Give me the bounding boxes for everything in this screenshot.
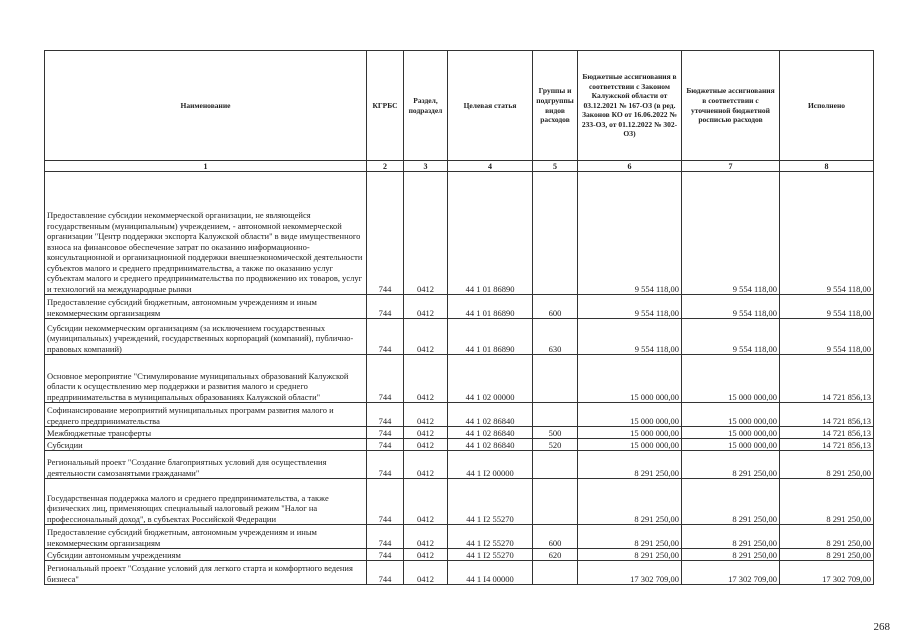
table-body bbox=[45, 172, 874, 585]
row-law: 15 000 000,00 bbox=[578, 427, 682, 439]
header-group: Группы и подгруппы видов расходов bbox=[533, 51, 578, 161]
row-name: Государственная поддержка малого и среднего предпринимательства, а также физических лиц, применяющих специальный налоговый режим "Налог на профессиональный доход", в субъектах Российской Федерации bbox=[45, 479, 367, 525]
row-section: 0412 bbox=[404, 172, 448, 295]
row-refined: 9 554 118,00 bbox=[682, 319, 780, 355]
row-name: Предоставление субсидий бюджетным, автономным учреждениям и иным некоммерческим организациям bbox=[45, 525, 367, 549]
row-group: 620 bbox=[533, 549, 578, 561]
row-executed: 9 554 118,00 bbox=[780, 319, 874, 355]
row-target: 44 1 I2 55270 bbox=[448, 525, 533, 549]
row-kgrbs: 744 bbox=[367, 355, 404, 403]
header-executed: Исполнено bbox=[780, 51, 874, 161]
row-name: Предоставление субсидии некоммерческой организации, не являющейся государственным (муниципальным) учреждением, - автономной некоммерческой организации "Центр поддержки экспорта Калужской области" в виде имущественного взноса на финансовое обеспечение затрат по оказанию информационно-консультационной и организационной поддержки внешнеэкономической деятельности субъектов малого и среднего предпринимательства, а также по оказанию услуг субъектам малого и среднего предпринимательства по продвижению их товаров, услуг и технологий на международные рынки bbox=[45, 172, 367, 295]
column-number: 6 bbox=[578, 161, 682, 172]
row-group bbox=[533, 403, 578, 427]
row-name: Субсидии автономным учреждениям bbox=[45, 549, 367, 561]
row-executed: 8 291 250,00 bbox=[780, 525, 874, 549]
row-group bbox=[533, 479, 578, 525]
row-refined: 15 000 000,00 bbox=[682, 403, 780, 427]
row-refined: 8 291 250,00 bbox=[682, 479, 780, 525]
column-number: 4 bbox=[448, 161, 533, 172]
header-section: Раздел, подраздел bbox=[404, 51, 448, 161]
row-name: Субсидии некоммерческим организациям (за исключением государственных (муниципальных) учреждений, государственных корпораций (компаний), публично-правовых компаний) bbox=[45, 319, 367, 355]
row-kgrbs: 744 bbox=[367, 295, 404, 319]
column-number: 5 bbox=[533, 161, 578, 172]
row-name: Субсидии bbox=[45, 439, 367, 451]
table-row bbox=[45, 355, 874, 403]
row-executed: 9 554 118,00 bbox=[780, 295, 874, 319]
row-target: 44 1 I2 55270 bbox=[448, 549, 533, 561]
row-kgrbs: 744 bbox=[367, 427, 404, 439]
row-executed: 17 302 709,00 bbox=[780, 561, 874, 585]
table-row bbox=[45, 427, 874, 439]
row-section: 0412 bbox=[404, 403, 448, 427]
budget-table bbox=[44, 50, 874, 585]
table-row bbox=[45, 451, 874, 479]
column-number: 1 bbox=[45, 161, 367, 172]
header-refined: Бюджетные ассигнования в соответствии с уточненной бюджетной росписью расходов bbox=[682, 51, 780, 161]
row-refined: 8 291 250,00 bbox=[682, 451, 780, 479]
table-row bbox=[45, 172, 874, 295]
row-refined: 9 554 118,00 bbox=[682, 295, 780, 319]
row-kgrbs: 744 bbox=[367, 172, 404, 295]
column-number: 8 bbox=[780, 161, 874, 172]
row-group: 500 bbox=[533, 427, 578, 439]
header-name: Наименование bbox=[45, 51, 367, 161]
row-kgrbs: 744 bbox=[367, 439, 404, 451]
row-executed: 14 721 856,13 bbox=[780, 355, 874, 403]
row-law: 8 291 250,00 bbox=[578, 525, 682, 549]
row-executed: 14 721 856,13 bbox=[780, 439, 874, 451]
row-group: 520 bbox=[533, 439, 578, 451]
row-group: 600 bbox=[533, 295, 578, 319]
row-section: 0412 bbox=[404, 295, 448, 319]
table-row bbox=[45, 561, 874, 585]
column-number: 2 bbox=[367, 161, 404, 172]
row-name: Региональный проект "Создание условий для легкого старта и комфортного ведения бизнеса" bbox=[45, 561, 367, 585]
row-refined: 15 000 000,00 bbox=[682, 427, 780, 439]
row-section: 0412 bbox=[404, 549, 448, 561]
row-refined: 8 291 250,00 bbox=[682, 549, 780, 561]
row-law: 15 000 000,00 bbox=[578, 439, 682, 451]
row-kgrbs: 744 bbox=[367, 525, 404, 549]
row-executed: 9 554 118,00 bbox=[780, 172, 874, 295]
row-target: 44 1 01 86890 bbox=[448, 172, 533, 295]
row-target: 44 1 I2 55270 bbox=[448, 479, 533, 525]
column-number: 7 bbox=[682, 161, 780, 172]
row-group bbox=[533, 172, 578, 295]
row-law: 8 291 250,00 bbox=[578, 479, 682, 525]
row-target: 44 1 I4 00000 bbox=[448, 561, 533, 585]
row-kgrbs: 744 bbox=[367, 561, 404, 585]
row-target: 44 1 01 86890 bbox=[448, 295, 533, 319]
row-group: 630 bbox=[533, 319, 578, 355]
row-law: 8 291 250,00 bbox=[578, 451, 682, 479]
row-kgrbs: 744 bbox=[367, 549, 404, 561]
table-row bbox=[45, 403, 874, 427]
row-group bbox=[533, 561, 578, 585]
row-section: 0412 bbox=[404, 439, 448, 451]
row-kgrbs: 744 bbox=[367, 403, 404, 427]
row-law: 15 000 000,00 bbox=[578, 355, 682, 403]
row-group bbox=[533, 451, 578, 479]
row-section: 0412 bbox=[404, 525, 448, 549]
row-refined: 15 000 000,00 bbox=[682, 355, 780, 403]
row-executed: 8 291 250,00 bbox=[780, 479, 874, 525]
row-executed: 14 721 856,13 bbox=[780, 427, 874, 439]
table-row bbox=[45, 525, 874, 549]
row-executed: 8 291 250,00 bbox=[780, 549, 874, 561]
row-name: Предоставление субсидий бюджетным, автономным учреждениям и иным некоммерческим организациям bbox=[45, 295, 367, 319]
row-law: 15 000 000,00 bbox=[578, 403, 682, 427]
table-row bbox=[45, 295, 874, 319]
row-group bbox=[533, 355, 578, 403]
header-target: Целевая статья bbox=[448, 51, 533, 161]
row-section: 0412 bbox=[404, 427, 448, 439]
row-target: 44 1 02 86840 bbox=[448, 427, 533, 439]
row-name: Региональный проект "Создание благоприятных условий для осуществления деятельности самозанятыми гражданами" bbox=[45, 451, 367, 479]
row-law: 8 291 250,00 bbox=[578, 549, 682, 561]
column-number-row bbox=[45, 161, 874, 172]
row-executed: 14 721 856,13 bbox=[780, 403, 874, 427]
row-law: 17 302 709,00 bbox=[578, 561, 682, 585]
row-kgrbs: 744 bbox=[367, 319, 404, 355]
header-law: Бюджетные ассигнования в соответствии с Законом Калужской области от 03.12.2021 № 167-ОЗ (в ред. Законов КО от 16.06.2022 № 233-ОЗ, от 01.12.2022 № 302-ОЗ) bbox=[578, 51, 682, 161]
row-kgrbs: 744 bbox=[367, 479, 404, 525]
row-refined: 17 302 709,00 bbox=[682, 561, 780, 585]
row-law: 9 554 118,00 bbox=[578, 172, 682, 295]
row-name: Софинансирование мероприятий муниципальных программ развития малого и среднего предпринимательства bbox=[45, 403, 367, 427]
table-row bbox=[45, 319, 874, 355]
row-refined: 9 554 118,00 bbox=[682, 172, 780, 295]
row-kgrbs: 744 bbox=[367, 451, 404, 479]
row-target: 44 1 01 86890 bbox=[448, 319, 533, 355]
row-executed: 8 291 250,00 bbox=[780, 451, 874, 479]
header-kgrbs: КГРБС bbox=[367, 51, 404, 161]
row-section: 0412 bbox=[404, 451, 448, 479]
row-law: 9 554 118,00 bbox=[578, 319, 682, 355]
table-row bbox=[45, 479, 874, 525]
table-row bbox=[45, 439, 874, 451]
row-name: Основное мероприятие "Стимулирование муниципальных образований Калужской области к осуществлению мер поддержки и развития малого и среднего предпринимательства в муниципальных образованиях Калужской области" bbox=[45, 355, 367, 403]
row-name: Межбюджетные трансферты bbox=[45, 427, 367, 439]
row-section: 0412 bbox=[404, 561, 448, 585]
row-law: 9 554 118,00 bbox=[578, 295, 682, 319]
row-target: 44 1 02 00000 bbox=[448, 355, 533, 403]
page-number: 268 bbox=[873, 621, 890, 633]
row-target: 44 1 02 86840 bbox=[448, 439, 533, 451]
row-group: 600 bbox=[533, 525, 578, 549]
row-target: 44 1 I2 00000 bbox=[448, 451, 533, 479]
row-refined: 15 000 000,00 bbox=[682, 439, 780, 451]
row-section: 0412 bbox=[404, 479, 448, 525]
table-row bbox=[45, 549, 874, 561]
row-section: 0412 bbox=[404, 355, 448, 403]
row-target: 44 1 02 86840 bbox=[448, 403, 533, 427]
table-header-row bbox=[45, 51, 874, 161]
row-section: 0412 bbox=[404, 319, 448, 355]
column-number: 3 bbox=[404, 161, 448, 172]
row-refined: 8 291 250,00 bbox=[682, 525, 780, 549]
